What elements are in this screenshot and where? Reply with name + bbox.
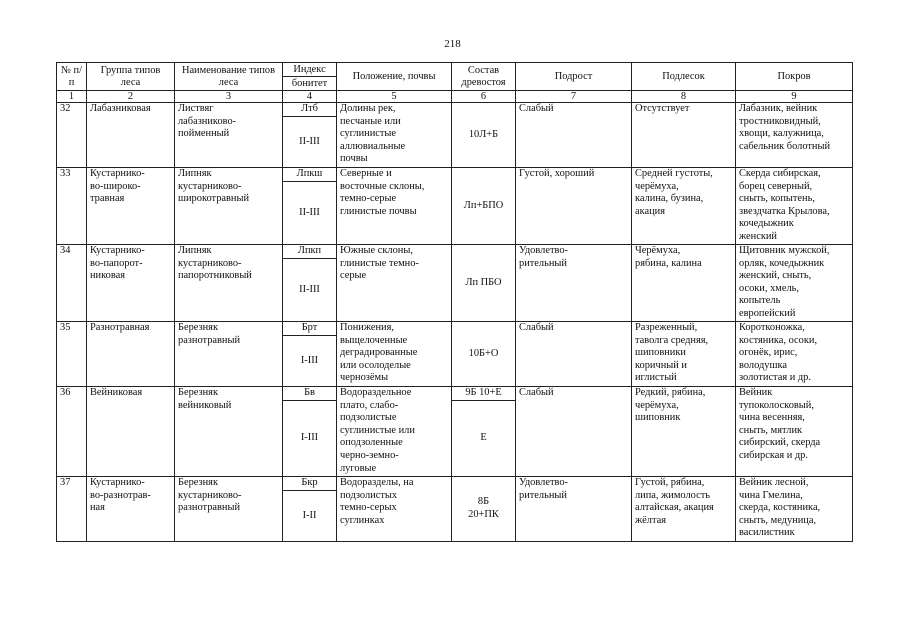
row-index: Бв [283, 387, 337, 401]
row-composition-secondary: Е [452, 401, 516, 477]
header-bonitet: бонитет [283, 77, 337, 91]
row-position: Водораздельное плато, слабо- подзолистые суглинистые или оподзоленные черно-земно- луговые [337, 387, 452, 477]
row-underbrush: Средней густоты, черёмуха, калина, бузина, акация [632, 168, 736, 245]
table-row [57, 322, 853, 336]
row-bonitet: II-III [283, 259, 337, 322]
row-underbrush: Отсутствует [632, 103, 736, 168]
header-name: Наименование типов леса [175, 63, 283, 91]
row-position: Северные и восточные склоны, темно-серые глинистые почвы [337, 168, 452, 245]
row-name: Березняк разнотравный [175, 322, 283, 387]
row-cover: Вейник тупоколосковый, чина весенняя, сныть, мятлик сибирский, скерда сибирская и др. [736, 387, 853, 477]
column-number: 7 [516, 91, 632, 103]
row-bonitet: I-III [283, 336, 337, 387]
forest-types-table [56, 62, 853, 542]
row-cover: Скерда сибирская, борец северный, сныть, копытень, звездчатка Крылова, кочедыжник женский [736, 168, 853, 245]
header-position: Положение, почвы [337, 63, 452, 91]
row-group: Кустарнико- во-разнотрав- ная [87, 477, 175, 542]
table-row [57, 245, 853, 259]
row-underbrush: Разреженный, таволга средняя, шиповники коричный и иглистый [632, 322, 736, 387]
table-row [57, 477, 853, 491]
row-name: Березняк кустарниково- разнотравный [175, 477, 283, 542]
row-bonitet: I-III [283, 401, 337, 477]
column-number: 4 [283, 91, 337, 103]
table-row [57, 168, 853, 182]
row-group: Разнотравная [87, 322, 175, 387]
header-underbrush: Подлесок [632, 63, 736, 91]
table-row [57, 103, 853, 117]
row-undergrowth: Слабый [516, 103, 632, 168]
row-num: 37 [57, 477, 87, 542]
row-cover: Щитовник мужской, орляк, кочедыжник женский, сныть, осоки, хмель, копытель европейский [736, 245, 853, 322]
row-name: Липняк кустарниково- папоротниковый [175, 245, 283, 322]
row-num: 33 [57, 168, 87, 245]
row-undergrowth: Слабый [516, 387, 632, 477]
row-name: Листвяг лабазниково- пойменный [175, 103, 283, 168]
column-number: 6 [452, 91, 516, 103]
row-index: Бкр [283, 477, 337, 491]
table-row [57, 387, 853, 401]
header-group: Группа типов леса [87, 63, 175, 91]
row-index: Лтб [283, 103, 337, 117]
row-group: Кустарнико- во-папорот- никовая [87, 245, 175, 322]
row-undergrowth: Удовлетво- рительный [516, 477, 632, 542]
column-number: 5 [337, 91, 452, 103]
row-position: Водоразделы, на подзолистых темно-серых суглинках [337, 477, 452, 542]
column-number: 3 [175, 91, 283, 103]
row-group: Вейниковая [87, 387, 175, 477]
row-underbrush: Черёмуха, рябина, калина [632, 245, 736, 322]
page-number: 218 [444, 38, 461, 50]
column-number: 9 [736, 91, 853, 103]
row-index: Лпкп [283, 245, 337, 259]
header-undergrowth: Подрост [516, 63, 632, 91]
row-undergrowth: Густой, хороший [516, 168, 632, 245]
row-index: Брт [283, 322, 337, 336]
row-composition: 10Б+О [452, 322, 516, 387]
column-numbers-row [57, 91, 853, 103]
row-cover: Коротконожка, костяника, осоки, огонёк, ирис, володушка золотистая и др. [736, 322, 853, 387]
column-number: 2 [87, 91, 175, 103]
header-composition: Состав древостоя [452, 63, 516, 91]
row-composition: 8Б 20+ПК [452, 477, 516, 542]
row-cover: Вейник лесной, чина Гмелина, скерда, костяника, сныть, медуница, василистник [736, 477, 853, 542]
row-underbrush: Редкий, рябина, черёмуха, шиповник [632, 387, 736, 477]
row-name: Березняк вейниковый [175, 387, 283, 477]
row-num: 32 [57, 103, 87, 168]
row-index: Лпкш [283, 168, 337, 182]
row-cover: Лабазник, вейник тростниковидный, хвощи, калужница, сабельник болотный [736, 103, 853, 168]
column-number: 1 [57, 91, 87, 103]
header-cover: Покров [736, 63, 853, 91]
row-bonitet: II-III [283, 182, 337, 245]
column-number: 8 [632, 91, 736, 103]
row-bonitet: II-III [283, 117, 337, 168]
row-group: Кустарнико- во-широко- травная [87, 168, 175, 245]
row-num: 36 [57, 387, 87, 477]
row-position: Южные склоны, глинистые темно- серые [337, 245, 452, 322]
row-bonitet: I-II [283, 491, 337, 542]
row-num: 35 [57, 322, 87, 387]
row-composition: Лп ПБО [452, 245, 516, 322]
header-index: Индекс [283, 63, 337, 77]
row-composition: 10Л+Б [452, 103, 516, 168]
row-composition: 9Б 10+Е [452, 387, 516, 401]
row-composition: Лп+БПО [452, 168, 516, 245]
row-undergrowth: Удовлетво- рительный [516, 245, 632, 322]
header-num: № п/п [57, 63, 87, 91]
row-num: 34 [57, 245, 87, 322]
row-position: Понижения, выщелоченные деградированные или осолоделые чернозёмы [337, 322, 452, 387]
row-underbrush: Густой, рябина, липа, жимолость алтайская, акация жёлтая [632, 477, 736, 542]
row-undergrowth: Слабый [516, 322, 632, 387]
row-name: Липняк кустарниково- широкотравный [175, 168, 283, 245]
row-position: Долины рек, песчаные или суглинистые аллювиальные почвы [337, 103, 452, 168]
row-group: Лабазниковая [87, 103, 175, 168]
